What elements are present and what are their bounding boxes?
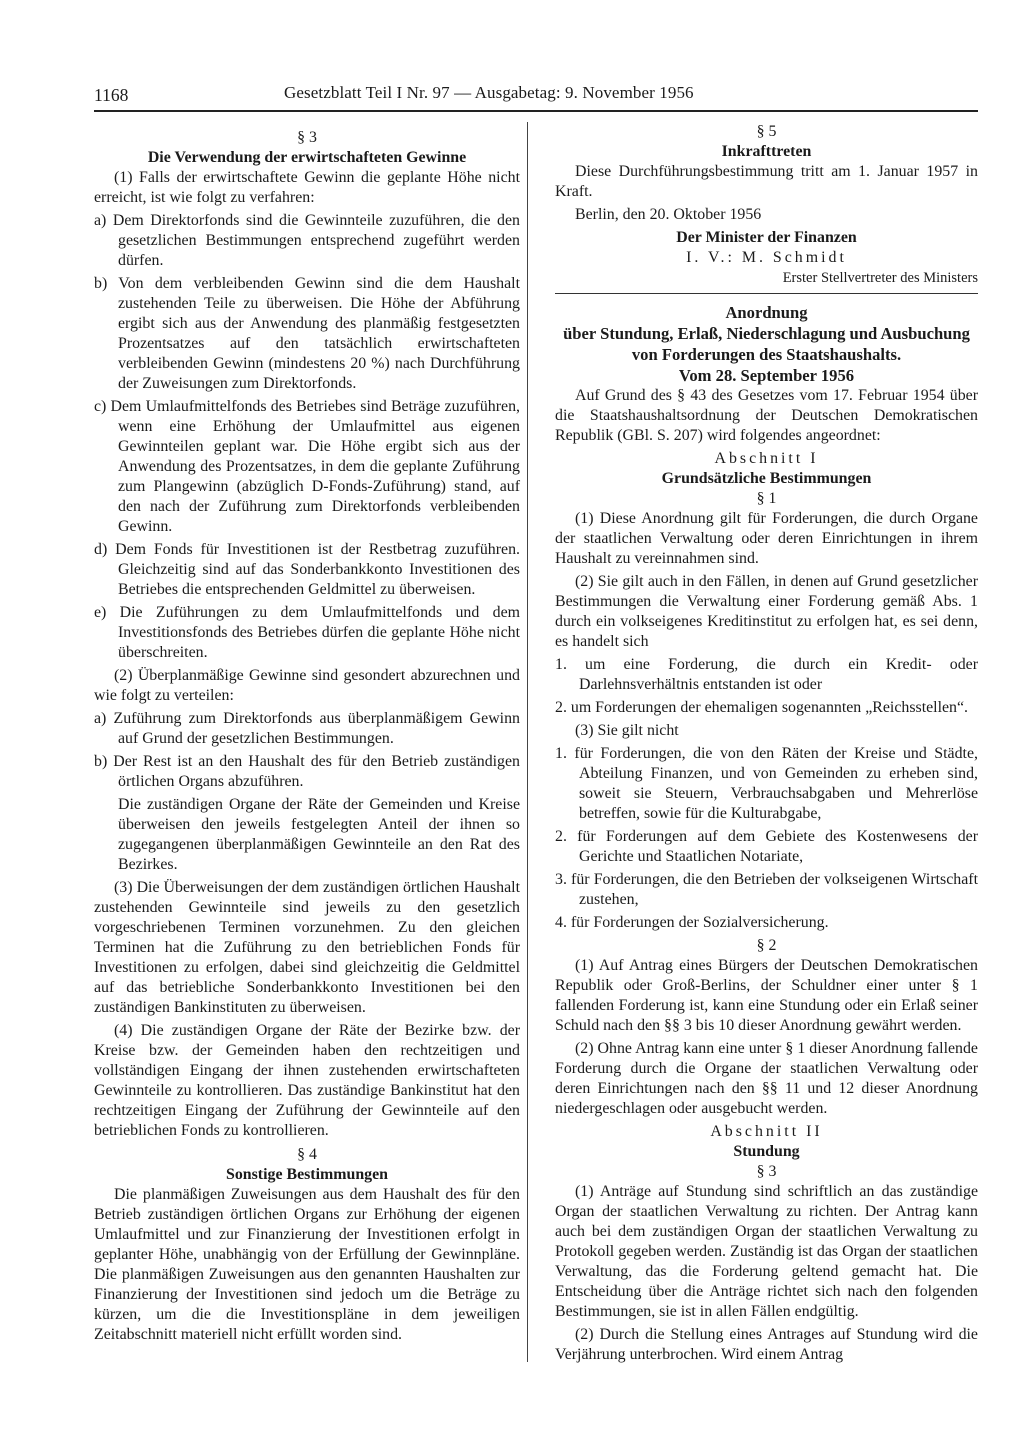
section-4-text: Die planmäßigen Zuweisungen aus dem Haushalt des für den Betrieb zuständigen örtlichen Organs zur Erhöhung der eigenen Umlaufmittel und zur Finanzierung der Investitionen erfolgt in geplanter Höhe, unabhängig von der Erfüllung der Gewinnpläne. Die planmäßigen Zuweisungen aus den genannten Haushalten zur Finanzierung der Investitionen sind jedoch um die Beträge zu kürzen, um die die Investitionspläne in dem jeweiligen Zeitabschnitt materiell nicht erfüllt worden sind. [94,1186,520,1343]
order-section-1-para-3-item-1: 1. für Forderungen, die von den Räten der Kreise und Städte, Abteilung Finanzen, und von Gemeinden zu erheben sind, soweit sie Steuern, Verbrauchsabgaben und Mehrerlöse betreffen, sowie für die Kulturabgabe, [555,745,978,822]
page-header [94,82,978,112]
order-section-2-para-1: (1) Auf Antrag eines Bürgers der Deutschen Demokratischen Republik oder Groß-Berlins, der Schuldner einer unter § 1 fallenden Forderung ist, kann eine Stundung oder ein Erlaß seiner Schuld nach den §§ 3 bis 10 dieser Anordnung gewährt werden. [555,957,978,1034]
section-3-para-3: (3) Die Überweisungen der dem zuständigen örtlichen Haushalt zustehenden Gewinnteile sind jeweils zu den gesetzlich vorgeschriebenen Terminen vorzunehmen. Zu den gleichen Terminen hat die Zuführung zu den betrieblichen Fonds für Investitionen zu erfolgen, dabei sind gleichzeitig die Geldmittel auf das betriebliche Sonderbankkonto Investitionen bei den zuständigen Bankinstituten zu überweisen. [94,879,520,1016]
section-3-item-c: c) Dem Umlaufmittelfonds des Betriebes sind Beträge zuzuführen, wenn eine Erhöhung der Umlaufmittel aus eigenen Gewinnteilen geplant war. Die Höhe ergibt sich aus der Anwendung des Prozentsatzes, in dem die geplante Zuführung zum Plangewinn (abzüglich D-Fonds-Zuführung) stand, auf den nach der Zuführung zum Direktorfonds verbleibenden Gewinn. [94,398,520,535]
section-3-para-2: (2) Überplanmäßige Gewinne sind gesondert abzurechnen und wie folgt zu verteilen: [94,667,520,704]
order-section-1-heading: § 1 [756,490,777,507]
order-date: Vom 28. September 1956 [678,366,855,385]
header-rule [94,110,978,112]
page-number: 1168 [94,85,129,105]
order-section-3-para-2: (2) Durch die Stellung eines Antrages auf Stundung wird die Verjährung unterbrochen. Wird einem Antrag [555,1326,978,1363]
part-2-title: Stundung [733,1143,800,1160]
section-3-para-2-item-a: a) Zuführung zum Direktorfonds aus überplanmäßigem Gewinn auf Grund der gesetzlichen Bestimmungen. [94,710,520,747]
order-section-1-para-2-item-1: 1. um eine Forderung, die durch ein Kredit- oder Darlehnsverhältnis entstanden ist oder [555,656,978,693]
order-title: Anordnung [725,303,808,322]
place-date: Berlin, den 20. Oktober 1956 [575,206,762,223]
order-section-1-para-3-item-4: 4. für Forderungen der Sozialversicherung. [555,914,829,931]
order-section-1-para-3: (3) Sie gilt nicht [575,722,679,739]
signer-title: Erster Stellvertreter des Ministers [782,270,978,286]
order-section-1-para-2: (2) Sie gilt auch in den Fällen, in denen auf Grund gesetzlicher Bestimmungen die Verwaltung einer Forderung gemäß Abs. 1 durch ein volkseigenes Kreditinstitut zu erfolgen hat, es sei denn, es handelt sich [555,573,978,650]
running-title: Gesetzblatt Teil I Nr. 97 — Ausgabetag: 9. November 1956 [284,83,694,102]
section-separator [555,293,978,294]
section-5-text: Diese Durchführungsbestimmung tritt am 1. Januar 1957 in Kraft. [555,163,978,200]
right-column [555,122,978,1368]
authority: Der Minister der Finanzen [676,229,857,246]
left-column [94,128,520,1348]
section-3-item-d: d) Dem Fonds für Investitionen ist der Restbetrag zuzuführen. Gleichzeitig sind auf das Sonderbankkonto Investitionen des Betriebes die entsprechenden Geldmittel zu überweisen. [94,541,520,598]
order-subject: über Stundung, Erlaß, Niederschlagung und Ausbuchung von Forderungen des Staatshaushalts. [563,324,970,364]
order-section-1-para-1: (1) Diese Anordnung gilt für Forderungen, die durch Organe der staatlichen Verwaltung oder deren Einrichtungen in ihrem Haushalt zu vereinnahmen sind. [555,510,978,567]
column-divider [527,122,528,1362]
order-section-1-para-3-item-3: 3. für Forderungen, die den Betrieben der volkseigenen Wirtschaft zustehen, [555,871,978,908]
section-3-heading: § 3 [297,129,317,146]
section-3-title: Die Verwendung der erwirtschafteten Gewinne [147,149,467,166]
part-1-label: Abschnitt I [714,450,819,467]
section-3-para-1: (1) Falls der erwirtschaftete Gewinn die geplante Höhe nicht erreicht, ist wie folgt zu verfahren: [94,169,520,206]
section-3-item-a: a) Dem Direktorfonds sind die Gewinnteile zuzuführen, die den gesetzlichen Bestimmungen entsprechend zugeführt werden dürfen. [94,212,520,269]
section-3-item-b: b) Von dem verbleibenden Gewinn sind die dem Haushalt zustehenden Teile zu überweisen. Die Höhe der Abführung ergibt sich aus der Anwendung des planmäßig festgesetzten Prozentsatzes auf den tatsächlich erwirtschafteten verbleibenden Gewinn (mindestens 20 %) nach Durchführung der Zuweisungen zum Direktorfonds. [94,275,520,392]
section-5-title: Inkrafttreten [721,143,812,160]
section-4-title: Sonstige Bestimmungen [225,1166,388,1183]
section-3-para-2-item-b-cont: Die zuständigen Organe der Räte der Gemeinden und Kreise überweisen den jeweils festgelegten Anteil der ihnen so zugegangenen überplanmäßigen Gewinnteile an den Rat des Bezirkes. [118,796,520,873]
section-4-heading: § 4 [297,1146,317,1163]
section-5-heading: § 5 [756,123,777,140]
part-1-title: Grundsätzliche Bestimmungen [661,470,872,487]
order-section-3-heading: § 3 [756,1163,777,1180]
order-section-2-heading: § 2 [756,937,777,954]
order-section-1-para-2-item-2: 2. um Forderungen der ehemaligen sogenannten „Reichsstellen“. [555,699,969,716]
part-2-label: Abschnitt II [710,1123,823,1140]
signer: I. V.: M. Schmidt [686,249,847,266]
order-section-3-para-1: (1) Anträge auf Stundung sind schriftlich an das zuständige Organ der staatlichen Verwaltung zu richten. Der Antrag kann auch bei dem zuständigen Organ der staatlichen Verwaltung zu Protokoll gegeben werden. Zuständig ist das Organ der staatlichen Verwaltung, das die Forderung geltend gemacht hat. Die Entscheidung über die Anträge richtet sich nach den folgenden Bestimmungen, sie ist in allen Fällen endgültig. [555,1183,978,1320]
section-3-item-e: e) Die Zuführungen zu dem Umlaufmittelfonds und dem Investitionsfonds des Betriebes dürfen die geplante Höhe nicht überschreiten. [94,604,520,661]
section-3-para-4: (4) Die zuständigen Organe der Räte der Bezirke bzw. der Kreise bzw. der Gemeinden haben den rechtzeitigen und vollständigen Eingang der ihnen zustehenden erwirtschafteten Gewinnteile zu kontrollieren. Das zuständige Bankinstitut hat den rechtzeitigen Eingang der Zuführung der Gewinnteile auf den betrieblichen Fonds zu kontrollieren. [94,1022,520,1139]
order-section-2-para-2: (2) Ohne Antrag kann eine unter § 1 dieser Anordnung fallende Forderung durch die Organe der staatlichen Verwaltung oder deren Einrichtungen nach den §§ 11 und 12 dieser Anordnung niedergeschlagen oder ausgebucht werden. [555,1040,978,1117]
order-section-1-para-3-item-2: 2. für Forderungen auf dem Gebiete des Kostenwesens der Gerichte und Staatlichen Notariate, [555,828,978,865]
order-preamble: Auf Grund des § 43 des Gesetzes vom 17. Februar 1954 über die Staatshaushaltsordnung der Deutschen Demokratischen Republik (GBl. S. 207) wird folgendes angeordnet: [555,387,978,444]
section-3-para-2-item-b: b) Der Rest ist an den Haushalt des für den Betrieb zuständigen örtlichen Organs abzuführen. [94,753,520,790]
